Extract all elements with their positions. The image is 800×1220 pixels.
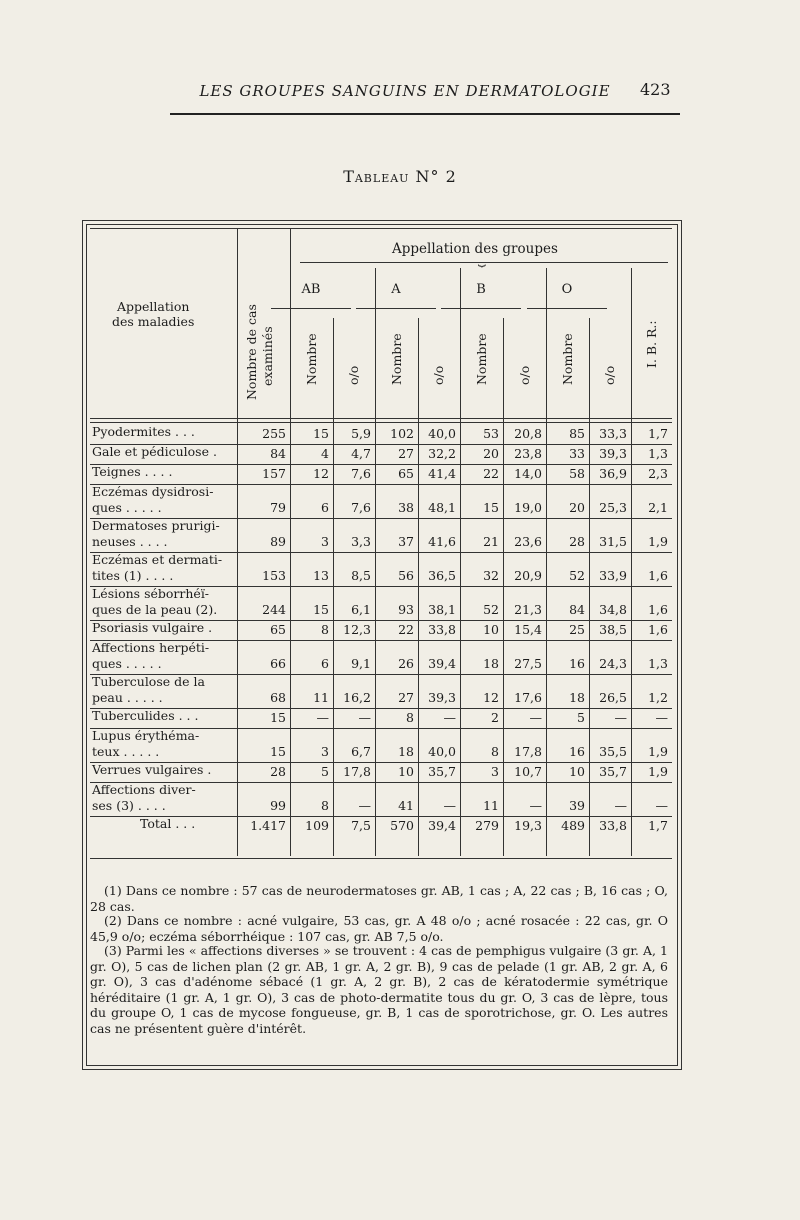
table-cell: 38,1 xyxy=(428,602,456,617)
table-cell: 39,4 xyxy=(428,656,456,671)
table-cell: 84 xyxy=(569,602,585,617)
percent-header: o/o xyxy=(431,365,446,385)
row-label: Dermatoses prurigi- xyxy=(92,518,220,533)
table-cell: — xyxy=(614,710,627,725)
table-cell: 35,7 xyxy=(599,764,627,779)
count-header: Nombre xyxy=(473,333,489,385)
table-cell: 32,2 xyxy=(428,446,456,461)
table-cell: 1,9 xyxy=(648,764,668,779)
table-cell: 1,6 xyxy=(648,602,668,617)
row-label: Pyodermites . . . xyxy=(92,424,195,439)
group-label: O xyxy=(561,282,573,297)
table-cell: 1,2 xyxy=(648,690,668,705)
table-cell: 25 xyxy=(569,622,585,637)
table-cell: 65 xyxy=(270,622,286,637)
table-top-rule xyxy=(90,228,672,229)
table-cell: 36,5 xyxy=(428,568,456,583)
table-cell: 109 xyxy=(305,818,329,833)
table-cell: — xyxy=(358,710,371,725)
table-cell: 1,3 xyxy=(648,446,668,461)
table-cell: 40,0 xyxy=(428,744,456,759)
table-cell: 8 xyxy=(321,798,329,813)
row-label: teux . . . . . xyxy=(92,744,160,759)
table-cell: 1,9 xyxy=(648,744,668,759)
table-cell: — xyxy=(655,710,668,725)
table-cell: 255 xyxy=(262,426,286,441)
percent-header: o/o xyxy=(516,365,532,385)
group-label: B xyxy=(476,282,486,297)
table-cell: — xyxy=(655,798,668,813)
table-cell: 19,0 xyxy=(514,500,542,515)
table-cell: 34,8 xyxy=(599,602,627,617)
row-label: Lupus érythéma- xyxy=(92,728,200,743)
count-header: Nombre xyxy=(559,333,575,385)
index-header: I. B. R.: xyxy=(644,320,659,368)
table-cell: — xyxy=(443,798,456,813)
table-cell: 7,5 xyxy=(351,818,371,833)
table-cell: 20 xyxy=(483,446,499,461)
table-cell: 4,7 xyxy=(351,446,371,461)
table-cell: 21,3 xyxy=(514,602,542,617)
table-cell: 570 xyxy=(390,818,414,833)
table-cell: 52 xyxy=(569,568,585,583)
table-cell: 56 xyxy=(398,568,414,583)
table-cell: 22 xyxy=(483,466,499,481)
table-cell: — xyxy=(529,798,542,813)
table-cell: 1,6 xyxy=(648,622,668,637)
table-cell: 3,3 xyxy=(351,534,371,549)
table-cell: 15,4 xyxy=(514,622,542,637)
table-cell: 36,9 xyxy=(599,466,627,481)
table-cell: 13 xyxy=(313,568,329,583)
row-label: Tuberculose de la xyxy=(92,674,205,689)
table-title-number: N° 2 xyxy=(415,167,457,186)
table-cell: 12 xyxy=(483,690,499,705)
row-label: Eczémas dysidrosi- xyxy=(92,484,214,499)
groups-header: Appellation des groupes xyxy=(392,241,558,257)
table-cell: 15 xyxy=(270,744,286,759)
footnote: (3) Parmi les « affections diverses » se trouvent : 4 cas de pemphigus vulgaire (3 gr. A, 1 gr. O), 5 cas de lichen plan (2 gr. AB, 1 gr. A, 2 gr. B), 9 cas de pelade (1 gr. AB, 2 gr. A, 6 gr. O), 3 cas d'adénome sébacé (1 gr. A, 2 gr. B), 2 cas de kératodermie symétrique héréditaire (1 gr. A, 1 gr. O), 3 cas de photo-dermatite tous du gr. O, 3 cas de lèpre, tous du groupe O, 1 cas de mycose fongueuse, gr. B, 1 cas de sporotrichose, gr. O. Les autres cas ne présentent guère d'intérêt. xyxy=(90,943,668,1036)
table-cell: 2 xyxy=(491,710,499,725)
table-cell: 20 xyxy=(569,500,585,515)
table-cell: 8,5 xyxy=(351,568,371,583)
table-cell: 244 xyxy=(262,602,286,617)
table-cell: 157 xyxy=(262,466,286,481)
table-cell: 17,8 xyxy=(343,764,371,779)
table-cell: — xyxy=(443,710,456,725)
table-cell: 153 xyxy=(262,568,286,583)
count-header: Nombre xyxy=(303,333,319,385)
table-cell: 52 xyxy=(483,602,499,617)
table-cell: 28 xyxy=(569,534,585,549)
table-cell: 33,9 xyxy=(599,568,627,583)
table-cell: 89 xyxy=(270,534,286,549)
table-cell: 41,6 xyxy=(428,534,456,549)
table-cell: 58 xyxy=(569,466,585,481)
row-label: peau . . . . . xyxy=(92,690,163,705)
table-cell: 24,3 xyxy=(599,656,627,671)
row-label: ques . . . . . xyxy=(92,656,162,671)
table-cell: 6,7 xyxy=(351,744,371,759)
group-brace xyxy=(441,308,521,309)
table-cell: 23,6 xyxy=(514,534,542,549)
row-label: Eczémas et dermati- xyxy=(92,552,223,567)
row-label: Psoriasis vulgaire . xyxy=(92,620,213,635)
disease-header: Appellation xyxy=(117,299,190,314)
table-cell: 102 xyxy=(390,426,414,441)
row-label: Teignes . . . . xyxy=(92,464,173,479)
table-cell: 26 xyxy=(398,656,414,671)
table-cell: 48,1 xyxy=(428,500,456,515)
table-cell: 79 xyxy=(270,500,286,515)
table-cell: 20,9 xyxy=(514,568,542,583)
row-label: Affections diver- xyxy=(92,782,196,797)
table-cell: 41 xyxy=(398,798,414,813)
row-label: ques de la peau (2). xyxy=(92,602,218,617)
row-label: ses (3) . . . . xyxy=(92,798,166,813)
table-cell: 15 xyxy=(313,602,329,617)
table-cell: 19,3 xyxy=(514,818,542,833)
row-label: Total . . . xyxy=(140,816,196,831)
count-header: Nombre xyxy=(388,333,404,385)
table-cell: 28 xyxy=(270,764,286,779)
table-cell: — xyxy=(529,710,542,725)
table-cell: 20,8 xyxy=(514,426,542,441)
table-cell: 66 xyxy=(270,656,286,671)
table-cell: 17,8 xyxy=(514,744,542,759)
table-cell: 22 xyxy=(398,622,414,637)
table-cell: 16 xyxy=(569,656,585,671)
table-cell: 10,7 xyxy=(514,764,542,779)
footnote: (2) Dans ce nombre : acné vulgaire, 53 cas, gr. A 48 o/o ; acné rosacée : 22 cas, gr. O 45,9 o/o; eczéma séborrhéique : 107 cas, gr. AB 7,5 o/o. xyxy=(90,913,668,944)
header-rule xyxy=(170,113,680,115)
table-cell: 279 xyxy=(475,818,499,833)
table-cell: 2,3 xyxy=(648,466,668,481)
table-cell: 17,6 xyxy=(514,690,542,705)
table-cell: — xyxy=(614,798,627,813)
header-bottom-rule xyxy=(90,422,672,423)
percent-header: o/o xyxy=(602,365,617,385)
table-cell: 1.417 xyxy=(250,818,286,833)
table-cell: 6 xyxy=(321,656,329,671)
table-cell: 10 xyxy=(483,622,499,637)
table-cell: 7,6 xyxy=(351,466,371,481)
table-cell: 65 xyxy=(398,466,414,481)
disease-header: des maladies xyxy=(112,314,195,329)
table-cell: 27,5 xyxy=(514,656,542,671)
table-title-prefix: Tableau xyxy=(343,167,410,186)
group-label: AB xyxy=(301,282,321,297)
table-cell: 93 xyxy=(398,602,414,617)
total-header: Nombre de cas xyxy=(244,304,259,400)
table-cell: 5 xyxy=(577,710,585,725)
row-label: Gale et pédiculose . xyxy=(92,444,217,459)
table-cell: 39,4 xyxy=(428,818,456,833)
table-cell: 39 xyxy=(569,798,585,813)
table-cell: 84 xyxy=(270,446,286,461)
table-cell: — xyxy=(316,710,329,725)
table-cell: 39,3 xyxy=(599,446,627,461)
table-cell: 6 xyxy=(321,500,329,515)
group-brace xyxy=(356,308,436,309)
table-cell: 99 xyxy=(270,798,286,813)
table-cell: 38 xyxy=(398,500,414,515)
row-rule xyxy=(90,464,672,465)
table-cell: 33 xyxy=(569,446,585,461)
table-cell: 35,5 xyxy=(599,744,627,759)
table-cell: 489 xyxy=(561,818,585,833)
table-cell: 8 xyxy=(491,744,499,759)
table-cell: 68 xyxy=(270,690,286,705)
table-cell: 11 xyxy=(483,798,499,813)
table-cell: 35,7 xyxy=(428,764,456,779)
table-cell: 15 xyxy=(313,426,329,441)
table-cell: 18 xyxy=(569,690,585,705)
table-cell: 27 xyxy=(398,446,414,461)
table-cell: 7,6 xyxy=(351,500,371,515)
table-cell: 10 xyxy=(398,764,414,779)
table-cell: 1,3 xyxy=(648,656,668,671)
table-cell: 53 xyxy=(483,426,499,441)
row-label: ques . . . . . xyxy=(92,500,162,515)
table-cell: 25,3 xyxy=(599,500,627,515)
table-cell: 32 xyxy=(483,568,499,583)
table-cell: 16 xyxy=(569,744,585,759)
row-label: neuses . . . . xyxy=(92,534,168,549)
table-cell: — xyxy=(358,798,371,813)
table-cell: 1,7 xyxy=(648,426,668,441)
table-cell: 37 xyxy=(398,534,414,549)
row-label: Tuberculides . . . xyxy=(92,708,199,723)
table-cell: 4 xyxy=(321,446,329,461)
header-bottom-rule xyxy=(90,418,672,419)
table-cell: 1,7 xyxy=(648,818,668,833)
table-cell: 8 xyxy=(406,710,414,725)
table-cell: 39,3 xyxy=(428,690,456,705)
table-cell: 1,6 xyxy=(648,568,668,583)
table-title xyxy=(0,167,800,186)
page-number: 423 xyxy=(640,80,671,99)
table-cell: 18 xyxy=(398,744,414,759)
running-title: LES GROUPES SANGUINS EN DERMATOLOGIE xyxy=(199,82,611,100)
table-cell: 5 xyxy=(321,764,329,779)
table-cell: 31,5 xyxy=(599,534,627,549)
total-header: examinés xyxy=(260,326,275,386)
groups-brace-tip: ⏟ xyxy=(478,253,486,268)
table-cell: 23,8 xyxy=(514,446,542,461)
table-cell: 5,9 xyxy=(351,426,371,441)
table-cell: 16,2 xyxy=(343,690,371,705)
table-cell: 10 xyxy=(569,764,585,779)
table-cell: 1,9 xyxy=(648,534,668,549)
group-label: A xyxy=(391,282,401,297)
table-cell: 33,8 xyxy=(599,818,627,833)
table-bottom-rule xyxy=(90,858,672,859)
table-cell: 26,5 xyxy=(599,690,627,705)
table-cell: 12 xyxy=(313,466,329,481)
row-label: Affections herpéti- xyxy=(92,640,210,655)
table-cell: 33,8 xyxy=(428,622,456,637)
row-label: tites (1) . . . . xyxy=(92,568,174,583)
table-cell: 2,1 xyxy=(648,500,668,515)
table-cell: 33,3 xyxy=(599,426,627,441)
table-cell: 21 xyxy=(483,534,499,549)
table-cell: 12,3 xyxy=(343,622,371,637)
table-cell: 3 xyxy=(491,764,499,779)
row-label: Verrues vulgaires . xyxy=(92,762,212,777)
table-cell: 11 xyxy=(313,690,329,705)
table-cell: 40,0 xyxy=(428,426,456,441)
group-brace xyxy=(527,308,607,309)
percent-header: o/o xyxy=(346,365,361,385)
table-cell: 27 xyxy=(398,690,414,705)
row-label: Lésions séborrhéï- xyxy=(92,586,210,601)
table-cell: 3 xyxy=(321,534,329,549)
table-cell: 38,5 xyxy=(599,622,627,637)
table-cell: 9,1 xyxy=(351,656,371,671)
table-cell: 15 xyxy=(270,710,286,725)
table-cell: 85 xyxy=(569,426,585,441)
table-cell: 18 xyxy=(483,656,499,671)
table-cell: 6,1 xyxy=(351,602,371,617)
table-cell: 3 xyxy=(321,744,329,759)
table-cell: 8 xyxy=(321,622,329,637)
table-cell: 14,0 xyxy=(514,466,542,481)
group-brace xyxy=(271,308,351,309)
table-cell: 41,4 xyxy=(428,466,456,481)
table-cell: 15 xyxy=(483,500,499,515)
footnote: (1) Dans ce nombre : 57 cas de neurodermatoses gr. AB, 1 cas ; A, 22 cas ; B, 16 cas ; O, 28 cas. xyxy=(90,883,668,914)
